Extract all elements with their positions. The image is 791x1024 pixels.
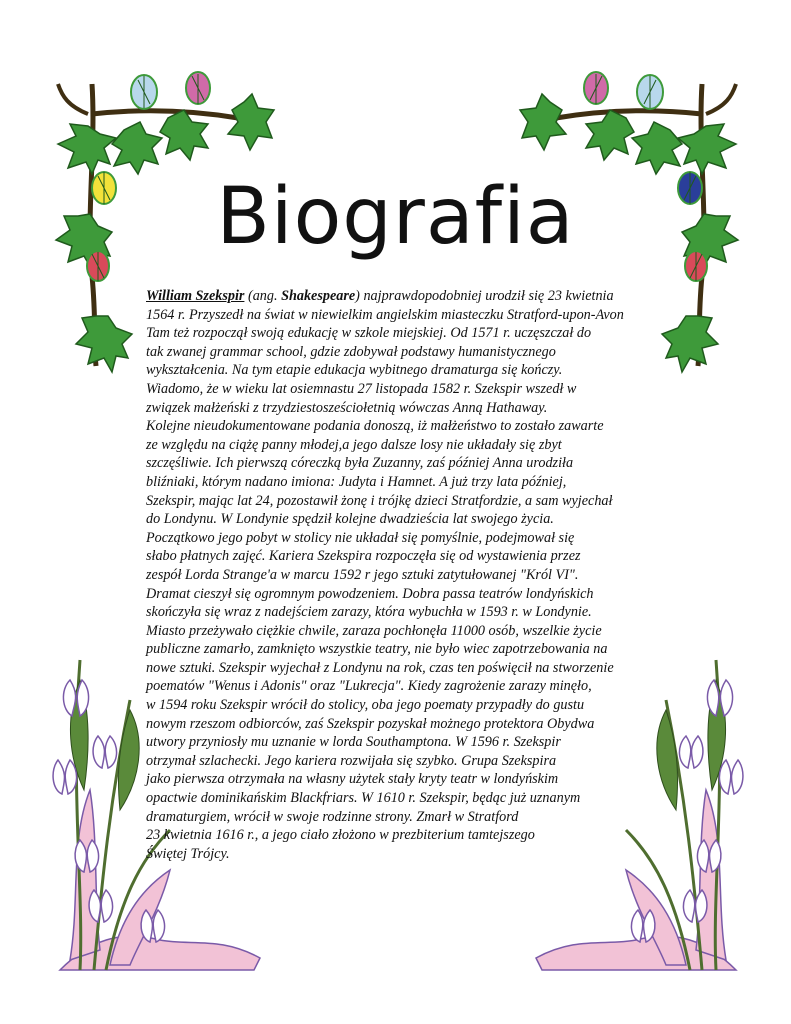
- text-line: zespół Lorda Strange'a w marcu 1592 r jego sztuki zatytułowanej "Król VI".: [146, 566, 579, 583]
- text-line: szczęśliwie. Ich pierwszą córeczką była Zuzanny, zaś później Anna urodziła: [146, 455, 574, 472]
- text-line: dramaturgiem, wrócił w swoje rodzinne strony. Zmarł w Stratford: [146, 808, 519, 825]
- text-line: Szekspir, mając lat 24, pozostawił żonę i trójkę dzieci Stratfordzie, a sam wyjechał: [146, 492, 613, 509]
- text-line: opactwie dominikańskim Blackfriars. W 1610 r. Szekspir, będąc już uznanym: [146, 790, 581, 807]
- text-line: poematów "Wenus i Adonis" oraz "Lukrecja". Kiedy zagrożenie zarazy minęło,: [146, 678, 592, 695]
- text-line: utwory przyniosły mu uznanie w lorda Southamptona. W 1596 r. Szekspir: [146, 734, 561, 751]
- paren-open: (ang.: [244, 288, 282, 304]
- intro-rest: najprawdopodobniej urodził się 23 kwietnia: [363, 288, 614, 304]
- author-name: William Szekspir: [146, 288, 245, 304]
- text-line: do Londynu. W Londynie spędził kolejne dwadzieścia lat swojego życia.: [146, 511, 554, 528]
- text-line: Tam też rozpoczął swoją edukację w szkole miejskiej. Od 1571 r. uczęszczał do: [146, 325, 592, 342]
- text-line: Kolejne nieudokumentowane podania donoszą, iż małżeństwo to zostało zawarte: [146, 418, 604, 435]
- text-line: Wiadomo, że w wieku lat osiemnastu 27 listopada 1582 r. Szekspir wszedł w: [146, 380, 577, 397]
- text-line: wykształcenia. Na tym etapie edukacja wybitnego dramaturga się kończy.: [146, 362, 563, 379]
- text-line: Początkowo jego pobyt w stolicy nie układał się pomyślnie, podejmował się: [146, 529, 575, 546]
- biography-intro-line: [146, 287, 706, 306]
- page-title: Biografia: [216, 172, 575, 262]
- text-line: tak zwanej grammar school, gdzie zdobywał podstawy humanistycznego: [146, 343, 556, 360]
- text-line: nowe sztuki. Szekspir wyjechał z Londynu na rok, czas ten poświęcił na stworzenie: [146, 659, 614, 676]
- text-line: Miasto przeżywało ciężkie chwile, zaraza pochłonęła 11000 osób, wszelkie życie: [146, 622, 602, 639]
- text-line: ze względu na ciążę panny młodej,a jego dalsze losy nie układały się zbyt: [146, 436, 562, 453]
- english-name: Shakespeare: [281, 288, 356, 304]
- text-line: skończyła się wraz z nadejściem zarazy, która wybuchła w 1593 r. w Londynie.: [146, 604, 592, 621]
- text-line: związek małżeński z trzydziestosześciołetnią wówczas Anną Hathaway.: [146, 399, 548, 416]
- text-line: publiczne zamarło, zamknięto wszystkie teatry, nie było wiec zapotrzebowania na: [146, 641, 608, 658]
- text-line: bliźniaki, którym nadano imiona: Judyta i Hamnet. A już trzy lata później,: [146, 473, 567, 490]
- text-line: nowym rzeszom odbiorców, zaś Szekspir pozyskał możnego protektora Obydwa: [146, 715, 595, 732]
- text-line: Świętej Trójcy.: [146, 845, 230, 862]
- text-line: 23 kwietnia 1616 r., a jego ciało złożono w prezbiterium tamtejszego: [146, 827, 535, 844]
- text-line: słabo płatnych zajęć. Kariera Szekspira rozpoczęła się od wystawienia przez: [146, 548, 581, 565]
- text-line: otrzymał szlachecki. Jego kariera rozwijała się szybko. Grupa Szekspira: [146, 752, 557, 769]
- paren-close: ): [355, 288, 364, 304]
- text-line: jako pierwsza otrzymała na własny użytek stały kryty teatr w londyńskim: [146, 771, 559, 788]
- text-line: w 1594 roku Szekspir wrócił do stolicy, oba jego poematy przypadły do gustu: [146, 697, 585, 714]
- biography-text: [146, 287, 706, 863]
- text-line: Dramat cieszył się ogromnym powodzeniem. Dobra passa teatrów londyńskich: [146, 585, 594, 602]
- text-line: 1564 r. Przyszedł na świat w niewielkim angielskim miasteczku Stratford-upon-Avon: [146, 306, 624, 323]
